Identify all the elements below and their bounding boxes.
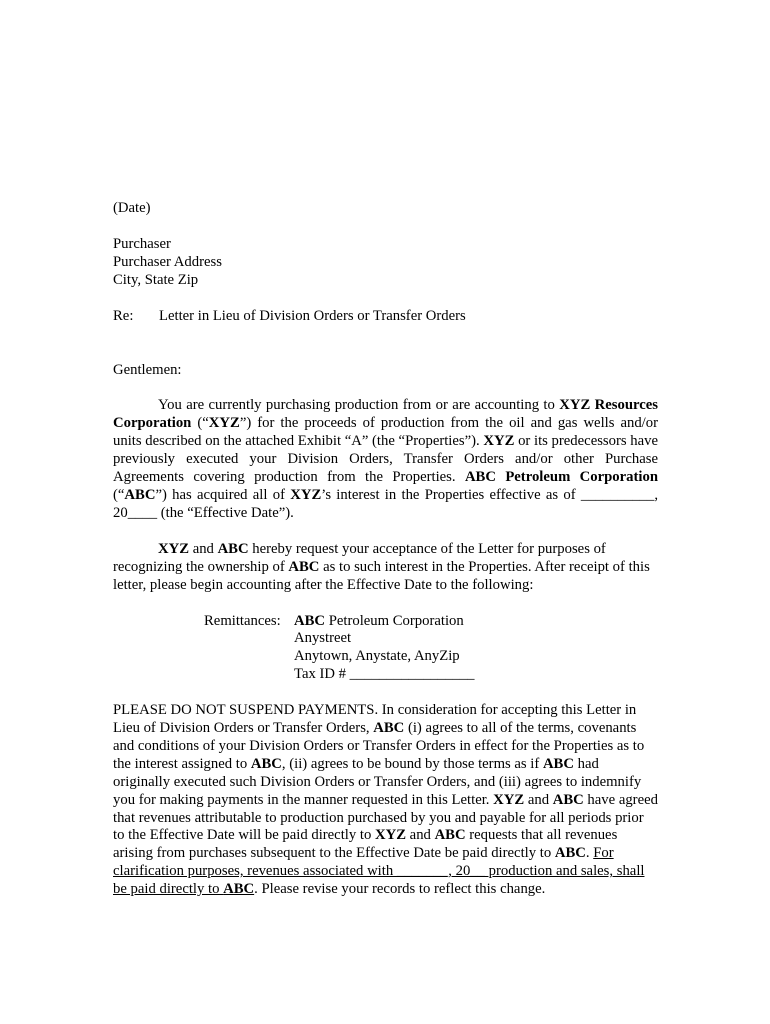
re-label: Re: <box>113 307 134 324</box>
re-subject: Letter in Lieu of Division Orders or Transfer Orders <box>159 307 466 324</box>
paragraph-request: XYZ and ABC hereby request your acceptance of the Letter for purposes of recognizing the ownership of ABC as to such interest in the Properties. After receipt of this letter, please begin accounting after the Effective Date to the following: <box>113 540 650 593</box>
remittance-block <box>204 613 658 685</box>
salutation: Gentlemen: <box>113 361 182 378</box>
clarification-underlined: For clarification purposes, revenues associated with _______, 20__ production and sales, shall be paid directly to ABC <box>113 845 645 898</box>
paragraph-intro: You are currently purchasing production from or are accounting to XYZ Resources Corporation (“XYZ”) for the proceeds of production from the oil and gas wells and/or units described on the attached Exhibit “A” (the “Properties”). XYZ or its predecessors have previously executed your Division Orders, Transfer Orders and/or other Purchase Agreements covering production from the Properties. ABC Petroleum Corporation (“ABC”) has acquired all of XYZ’s interest in the Properties effective as of __________, 20____ (the “Effective Date”). <box>113 397 659 521</box>
recipient-name: Purchaser <box>113 235 171 252</box>
remittance-address <box>294 613 475 685</box>
remit-street: Anystreet <box>294 630 352 647</box>
subject-line <box>113 308 658 326</box>
letter-body <box>113 200 658 899</box>
date-line: (Date) <box>113 200 151 216</box>
recipient-address-line: Purchaser Address <box>113 253 222 270</box>
recipient-city-state-zip: City, State Zip <box>113 271 199 288</box>
recipient-address <box>113 236 658 290</box>
remit-city: Anytown, Anystate, AnyZip <box>294 648 460 665</box>
remittances-label: Remittances: <box>204 612 281 629</box>
remit-company: ABC Petroleum Corporation <box>294 612 464 629</box>
remit-taxid: Tax ID # _________________ <box>294 666 475 683</box>
paragraph-payments: PLEASE DO NOT SUSPEND PAYMENTS. In consideration for accepting this Letter in Lieu of Division Orders or Transfer Orders, ABC (i) agrees to all of the terms, covenants and conditions of your Division Orders or Transfer Orders in effect for the Properties as to the interest assigned to ABC, (ii) agrees to be bound by those terms as if ABC had originally executed such Division Orders or Transfer Orders, and (iii) agrees to indemnify you for making payments in the manner requested in this Letter. XYZ and ABC have agreed that revenues attributable to production purchased by you and payable for all periods prior to the Effective Date will be paid directly to XYZ and ABC requests that all revenues arising from purchases subsequent to the Effective Date be paid directly to ABC. For clarification purposes, revenues associated with _______, 20__ production and sales, shall be paid directly to ABC. Please revise your records to reflect this change. <box>113 702 658 898</box>
